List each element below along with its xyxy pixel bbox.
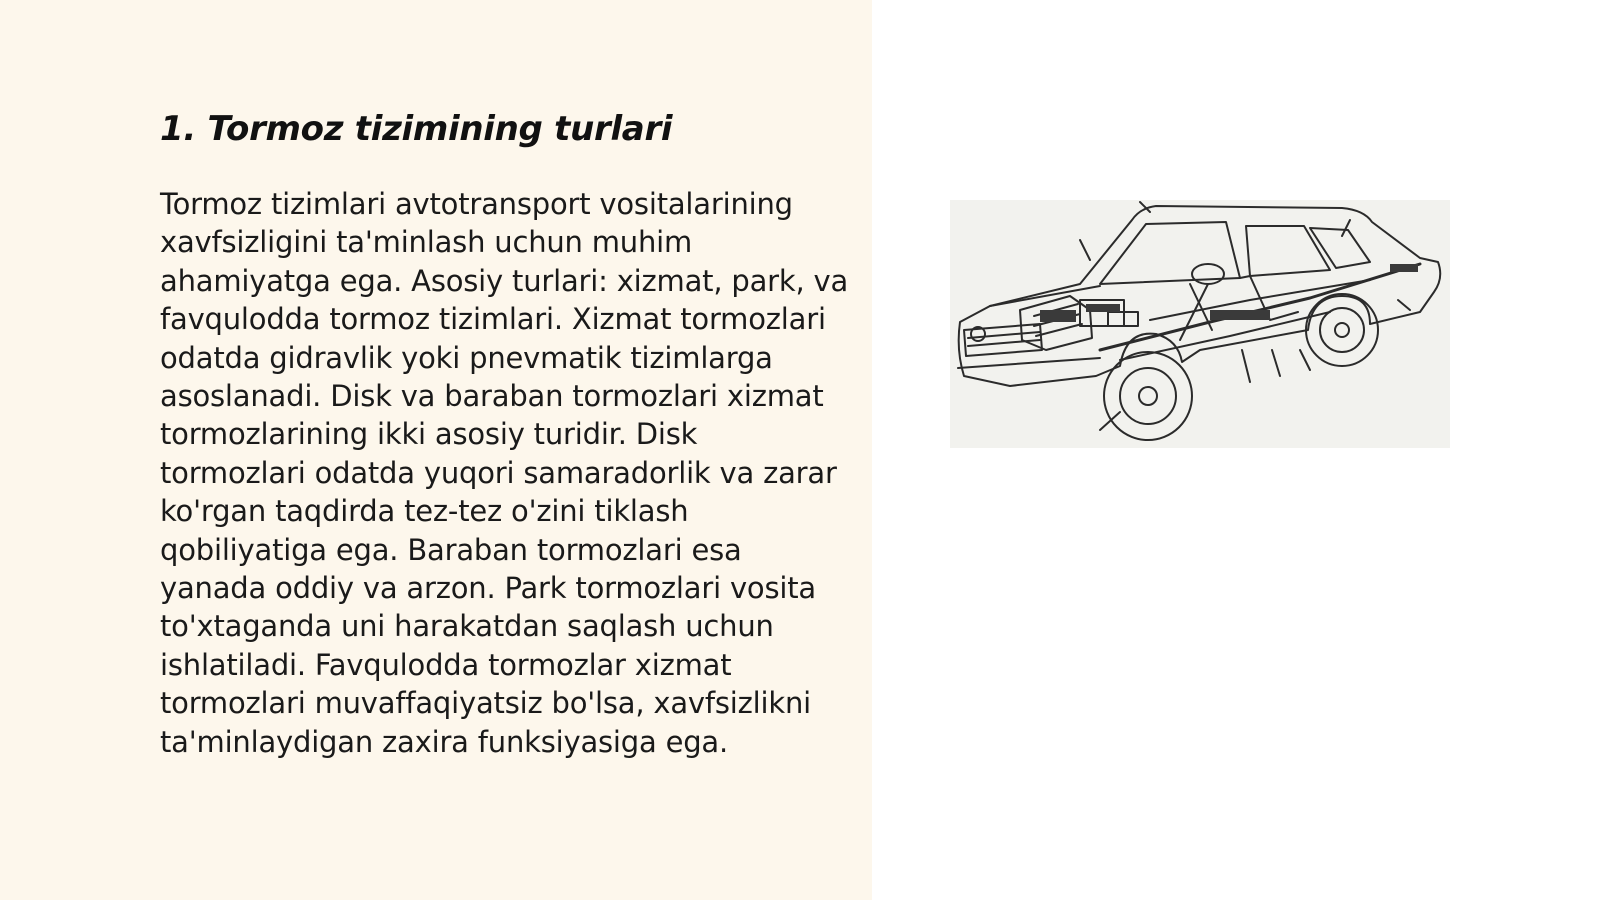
slide-body-text: Tormoz tizimlari avtotransport vositalarining xavfsizligini ta'minlash uchun muhim ahamiyatga ega. Asosiy turlari: xizmat, park, va favqulodda tormoz tizimlari. Xizmat tormozlari odatda gidravlik yoki pnevmatik tizimlarga asoslanadi. Disk va baraban tormozlari xizmat tormozlarining ikki asosiy turidir. Disk tormozlari odatda yuqori samaradorlik va zarar ko'rgan taqdirda tez-tez o'zini tiklash qobiliyatiga ega. Baraban tormozlari esa yanada oddiy va arzon. Park tormozlari vosita to'xtaganda uni harakatdan saqlash uchun ishlatiladi. Favqulodda tormozlar xizmat tormozlari muvaffaqiyatsiz bo'lsa, xavfsizlikni ta'minlaydigan zaxira funksiyasiga ega. [160, 187, 849, 759]
car-brake-system-illustration [950, 200, 1450, 448]
slide-title: 1. Tormoz tizimining turlari [160, 109, 673, 149]
car-cutaway-drawing [950, 200, 1450, 448]
